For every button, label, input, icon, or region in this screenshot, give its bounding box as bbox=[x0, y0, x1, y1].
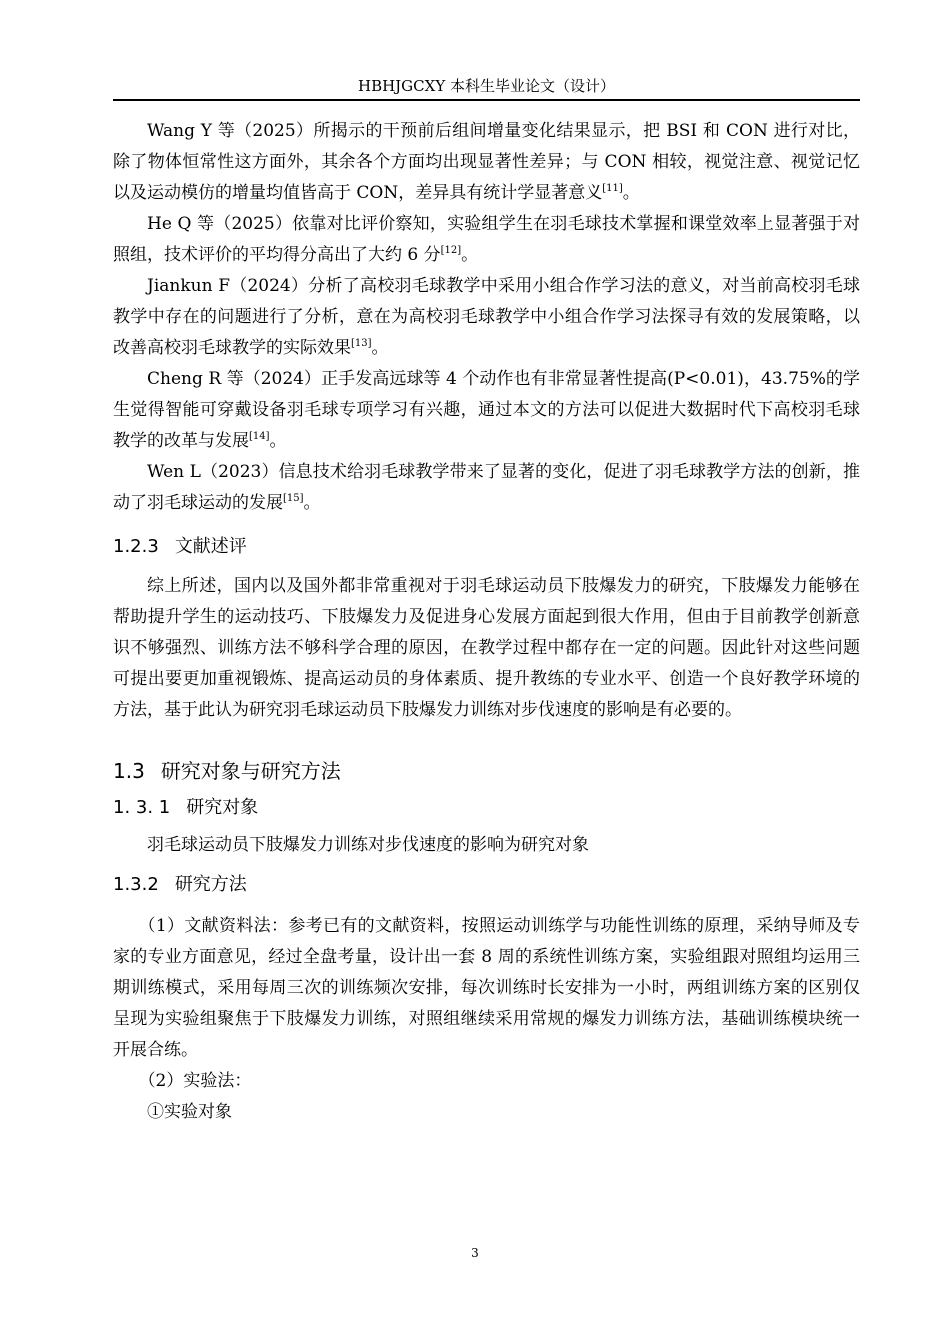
citation-ref: [13] bbox=[351, 338, 372, 349]
section-heading-1-3: 1.3 研究对象与研究方法 bbox=[113, 759, 341, 783]
citation-ref: [11] bbox=[602, 183, 623, 194]
body-paragraph: Wang Y 等（2025）所揭示的干预前后组间增量变化结果显示，把 BSI 和 CON 进行对比，除了物体恒常性这方面外，其余各个方面均出现显著性差异；与 CON 相较，视觉注意、视觉记忆以及运动模仿的增量均值皆高于 CON，差异具有统计学显著意义[11]。 bbox=[113, 121, 860, 203]
citation-ref: [14] bbox=[249, 431, 270, 442]
citation-ref: [12] bbox=[440, 245, 462, 256]
header-rule bbox=[113, 99, 860, 101]
body-paragraph: He Q 等（2025）依靠对比评价察知，实验组学生在羽毛球技术掌握和课堂效率上显著强于对照组，技术评价的平均得分高出了大约 6 分[12]。 bbox=[113, 214, 860, 265]
object-paragraph: 羽毛球运动员下肢爆发力训练对步伐速度的影响为研究对象 bbox=[147, 835, 589, 855]
body-paragraph: Jiankun F（2024）分析了高校羽毛球教学中采用小组合作学习法的意义，对当前高校羽毛球教学中存在的问题进行了分析，意在为高校羽毛球教学中小组合作学习法探寻有效的发展策略，以改善高校羽毛球教学的实际效果[13]。 bbox=[113, 276, 860, 358]
section-heading-1-3-1: 1. 3. 1 研究对象 bbox=[113, 797, 259, 818]
body-paragraph: Cheng R 等（2024）正手发高远球等 4 个动作也有非常显著性提高(P<0.01)，43.75%的学生觉得智能可穿戴设备羽毛球专项学习有兴趣，通过本文的方法可以促进大数据时代下高校羽毛球教学的改革与发展[14]。 bbox=[113, 369, 860, 451]
section-heading-1-3-2: 1.3.2 研究方法 bbox=[113, 874, 247, 895]
experiment-object-label: ①实验对象 bbox=[147, 1102, 232, 1122]
page-number: 3 bbox=[471, 1246, 479, 1260]
section-heading-1-2-3: 1.2.3 文献述评 bbox=[113, 536, 247, 557]
method-paragraph: （1）文献资料法：参考已有的文献资料，按照运动训练学与功能性训练的原理，采纳导师及专家的专业方面意见，经过全盘考量，设计出一套 8 周的系统性训练方案，实验组跟对照组均运用三期训练模式，采用每周三次的训练频次安排，每次训练时长安排为一小时，两组训练方案的区别仅呈现为实验组聚焦于下肢爆发力训练，对照组继续采用常规的爆发力训练方法，基础训练模块统一开展合练。 bbox=[113, 916, 860, 1060]
page-body bbox=[113, 116, 860, 1128]
review-paragraph: 综上所述，国内以及国外都非常重视对于羽毛球运动员下肢爆发力的研究，下肢爆发力能够在帮助提升学生的运动技巧、下肢爆发力及促进身心发展方面起到很大作用，但由于目前教学创新意识不够强烈、训练方法不够科学合理的原因，在教学过程中都存在一定的问题。因此针对这些问题可提出要更加重视锻炼、提高运动员的身体素质、提升教练的专业水平、创造一个良好教学环境的方法，基于此认为研究羽毛球运动员下肢爆发力训练对步伐速度的影响是有必要的。 bbox=[113, 576, 860, 720]
citation-ref: [15] bbox=[283, 493, 304, 504]
body-paragraph: Wen L（2023）信息技术给羽毛球教学带来了显著的变化，促进了羽毛球教学方法的创新，推动了羽毛球运动的发展[15]。 bbox=[113, 462, 860, 513]
running-header: HBHJGCXY 本科生毕业论文（设计） bbox=[357, 77, 615, 95]
experiment-label: （2）实验法： bbox=[138, 1071, 252, 1091]
